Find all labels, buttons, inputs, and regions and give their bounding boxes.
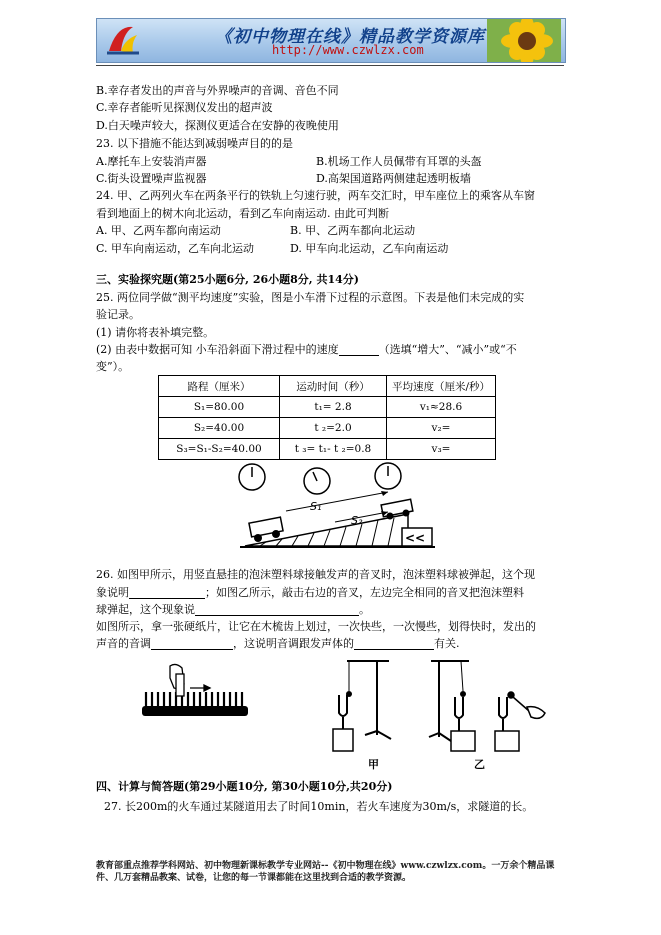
table-row [159, 439, 496, 460]
cell-s1: S₁=80.00 [159, 397, 280, 418]
cell-t1: t₁= 2.8 [280, 397, 387, 418]
q23-option-a: A.摩托车上安装消声器 [96, 155, 207, 168]
page-footer: 教育部重点推荐学科网站、初中物理新课标教学专业网站--《初中物理在线》www.czwlzx.com。一万余个精品课件、几万套精品教案、试卷，让您的每一节课都能在这里找到合适的教学资源。 [96, 861, 555, 883]
string-line [461, 661, 463, 691]
q22-option-c: C.幸存者能听见探测仪发出的超声波 [96, 101, 273, 114]
question-25-line2: 验记录。 [96, 308, 140, 321]
question-23: 23. 以下措施不能达到减弱噪声目的的是 [96, 137, 293, 150]
sunflower-icon [487, 19, 561, 62]
tuning-fork-figure-yi [425, 655, 560, 755]
q26-text-f: ，这说明音调跟发声体的 [233, 637, 354, 650]
mallet-hand-icon [508, 692, 545, 718]
s1-arrow [286, 492, 388, 511]
cell-v2[interactable]: v₂= [387, 418, 496, 439]
q26-text-e: 声音的音调 [96, 637, 151, 650]
stand-icon [347, 661, 391, 739]
header-speed: 平均速度（厘米/秒） [387, 376, 496, 397]
comb-icon [142, 692, 248, 716]
arrow-mark: << [405, 531, 426, 545]
q23-option-b: B.机场工作人员佩带有耳罩的头盔 [316, 155, 482, 168]
table-row [159, 397, 496, 418]
cell-t3: t ₃= t₁- t ₂=0.8 [280, 439, 387, 460]
site-logo-icon [103, 21, 143, 59]
cell-v3[interactable]: v₃= [387, 439, 496, 460]
cell-v1: v₁≈28.6 [387, 397, 496, 418]
q26-answer-blank-3[interactable] [151, 638, 233, 650]
speed-record-table [158, 375, 496, 460]
q25-answer-blank[interactable] [339, 344, 379, 356]
question-27: 27. 长200m的火车通过某隧道用去了时间10min，若火车速度为30m/s，求隧道的长。 [104, 800, 534, 813]
q24-option-c: C. 甲车向南运动，乙车向北运动 [96, 242, 255, 255]
question-26-line2 [96, 586, 524, 599]
question-26-line4: 如图所示，拿一张硬纸片，让它在木梳齿上划过，一次快些，一次慢些，划得快时，发出的 [96, 620, 536, 633]
q24-option-a: A. 甲、乙两车都向南运动 [96, 224, 221, 237]
q25-part2-choices: （选填“增大”、“减小”或“不 [378, 343, 517, 356]
header-time: 运动时间（秒） [280, 376, 387, 397]
q26-text-d: 。 [359, 603, 370, 616]
table-header-row [159, 376, 496, 397]
cell-s2: S₂=40.00 [159, 418, 280, 439]
q24-option-b: B. 甲、乙两车都向北运动 [290, 224, 416, 237]
question-24-line2: 看到地面上的树木向北运动，看到乙车向南运动. 由此可判断 [96, 207, 389, 220]
foam-ball-icon [460, 691, 466, 697]
q23-option-c: C.街头设置噪声监视器 [96, 172, 207, 185]
q26-text-g: 有关. [434, 637, 460, 650]
figure-label-jia: 甲 [368, 758, 379, 771]
q22-option-b: B.幸存者发出的声音与外界噪声的音调、音色不同 [96, 84, 339, 97]
cell-s3: S₃=S₁-S₂=40.00 [159, 439, 280, 460]
question-25-part2 [96, 343, 517, 356]
question-25-part2-end: 变”）。 [96, 360, 130, 373]
question-24-line1: 24. 甲、乙两列火车在两条平行的铁轨上匀速行驶，两车交汇时，甲车座位上的乘客从车窗 [96, 189, 535, 202]
label-s1: S₁ [310, 500, 322, 513]
tuning-fork-figure-jia [325, 655, 420, 755]
q26-text-b: ；如图乙所示，敲击右边的音叉，左边完全相同的音叉把泡沫塑料 [205, 586, 524, 599]
q23-option-d: D.高架国道路两侧建起透明板墙 [316, 172, 471, 185]
tuning-fork-icon [455, 697, 463, 731]
cart-bottom-icon [249, 517, 283, 542]
tuning-fork-icon [499, 697, 507, 731]
incline-cart-figure [230, 462, 440, 554]
q26-answer-blank-1[interactable] [129, 587, 205, 599]
question-25-part1: (1) 请你将表补填完整。 [96, 326, 215, 339]
question-25-line1: 25. 两位同学做“测平均速度”实验，图是小车滑下过程的示意图。下表是他们未完成的实 [96, 291, 525, 304]
cell-t2: t ₂=2.0 [280, 418, 387, 439]
question-26-line5 [96, 637, 460, 650]
figure-label-yi: 乙 [474, 758, 485, 771]
resonance-box [495, 731, 519, 751]
header-distance: 路程（厘米） [159, 376, 280, 397]
site-url[interactable]: http://www.czwlzx.com [272, 43, 424, 57]
q26-answer-blank-4[interactable] [354, 638, 434, 650]
hand-with-card-icon [170, 664, 210, 696]
section-4-heading: 四、计算与简答题(第29小题10分, 第30小题10分,共20分) [96, 780, 393, 793]
resonance-box [451, 731, 475, 751]
q22-option-d: D.白天噪声较大，探测仪更适合在安静的夜晚使用 [96, 119, 339, 132]
header-banner [96, 18, 566, 63]
q25-part2-text: (2) 由表中数据可知 小车沿斜面下滑过程中的速度 [96, 343, 339, 356]
question-26-line1: 26. 如图甲所示，用竖直悬挂的泡沫塑料球接触发声的音叉时，泡沫塑料球被弹起，这个现 [96, 568, 535, 581]
q26-text-a: 象说明 [96, 586, 129, 599]
label-s2: S₂ [351, 514, 363, 527]
stopwatch-icon [375, 463, 401, 489]
q26-answer-blank-2[interactable] [195, 604, 359, 616]
q24-option-d: D. 甲车向北运动，乙车向南运动 [290, 242, 449, 255]
section-3-heading: 三、实验探究题(第25小题6分, 26小题8分, 共14分) [96, 273, 359, 286]
resonance-box [333, 729, 353, 751]
question-26-line3 [96, 603, 370, 616]
q26-text-c: 球弹起，这个现象说 [96, 603, 195, 616]
comb-figure [140, 660, 250, 724]
site-title: 《初中物理在线》精品教学资源库 [215, 27, 485, 47]
stopwatch-icon [304, 468, 330, 494]
stopwatch-icon [239, 464, 265, 490]
tuning-fork-icon [339, 695, 347, 729]
header-divider [96, 65, 564, 66]
table-row [159, 418, 496, 439]
